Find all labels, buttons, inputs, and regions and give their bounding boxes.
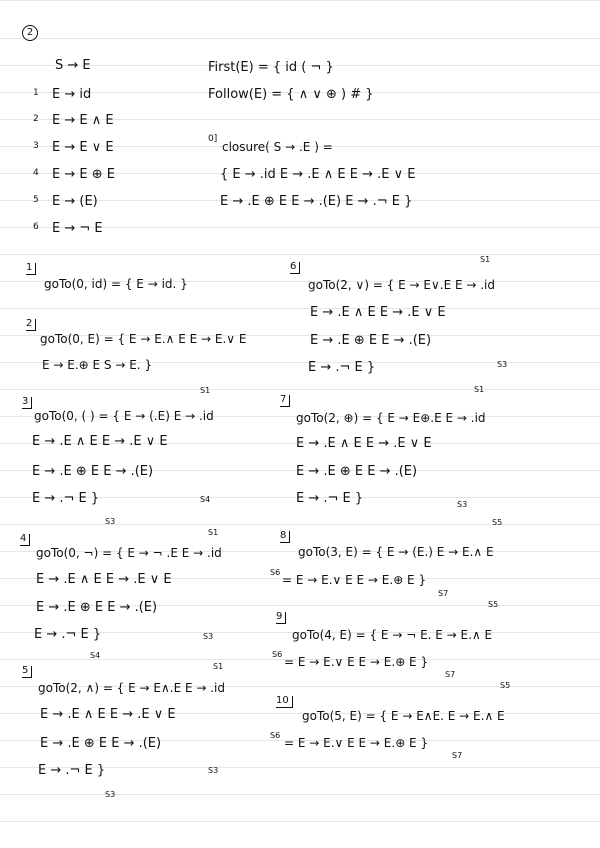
closure-line: { E → .id E → .E ∧ E E → .E ∨ E bbox=[220, 167, 416, 182]
goto-line: E → .¬ E } bbox=[38, 763, 106, 778]
start-production: S → E bbox=[55, 58, 91, 73]
state-marker: 5 bbox=[22, 666, 32, 678]
shift-annotation: S1 bbox=[208, 528, 219, 537]
production: E → id bbox=[52, 87, 92, 102]
state-marker: 2 bbox=[26, 319, 36, 331]
goto-line: E → .¬ E } bbox=[296, 491, 364, 506]
page-number: 2 bbox=[22, 25, 38, 41]
goto-line: E → .E ⊕ E E → .(E) bbox=[40, 736, 162, 751]
goto-line: E → .E ⊕ E E → .(E) bbox=[32, 464, 154, 479]
state-marker: 7 bbox=[280, 395, 290, 407]
shift-annotation: S3 bbox=[203, 632, 214, 641]
goto-line: E → .¬ E } bbox=[34, 627, 102, 642]
goto-line: goTo(0, E) = { E → E.∧ E E → E.∨ E bbox=[40, 332, 247, 346]
goto-line: goTo(3, E) = { E → (E.) E → E.∧ E bbox=[298, 545, 494, 559]
production: E → E ∨ E bbox=[52, 140, 114, 155]
shift-annotation: S1 bbox=[200, 386, 211, 395]
goto-line: E → .E ∧ E E → .E ∨ E bbox=[32, 434, 168, 449]
production: E → E ⊕ E bbox=[52, 167, 115, 182]
production-number: 4 bbox=[33, 168, 39, 178]
shift-annotation: S1 bbox=[474, 385, 485, 394]
state-marker: 6 bbox=[290, 262, 300, 274]
goto-line: E → .¬ E } bbox=[308, 360, 376, 375]
state-marker: 9 bbox=[276, 612, 286, 624]
shift-annotation: S6 bbox=[272, 650, 283, 659]
goto-line: E → .E ∧ E E → .E ∨ E bbox=[310, 305, 446, 320]
shift-annotation: S3 bbox=[457, 500, 468, 509]
goto-line: E → .E ∧ E E → .E ∨ E bbox=[36, 572, 172, 587]
goto-line: E → .E ∧ E E → .E ∨ E bbox=[40, 707, 176, 722]
closure-label: 0] bbox=[208, 134, 218, 144]
state-marker: 4 bbox=[20, 534, 30, 546]
state-marker: 1 bbox=[26, 263, 36, 275]
goto-line: goTo(4, E) = { E → ¬ E. E → E.∧ E bbox=[292, 628, 493, 642]
goto-line: goTo(2, ∨) = { E → E∨.E E → .id bbox=[308, 278, 496, 292]
shift-annotation: S3 bbox=[105, 517, 116, 526]
closure-header: closure( S → .E ) = bbox=[222, 140, 333, 154]
follow-set: Follow(E) = { ∧ ∨ ⊕ ) # } bbox=[208, 87, 374, 102]
closure-line: E → .E ⊕ E E → .(E) E → .¬ E } bbox=[220, 194, 413, 209]
shift-annotation: S4 bbox=[90, 651, 101, 660]
state-marker: 3 bbox=[22, 397, 32, 409]
production: E → ¬ E bbox=[52, 221, 103, 236]
production-number: 2 bbox=[33, 114, 39, 124]
shift-annotation: S6 bbox=[270, 568, 281, 577]
goto-line: = E → E.∨ E E → E.⊕ E } bbox=[284, 736, 429, 750]
shift-annotation: S5 bbox=[488, 600, 499, 609]
goto-line: E → .E ⊕ E E → .(E) bbox=[296, 464, 418, 479]
state-marker: 8 bbox=[280, 531, 290, 543]
goto-line: goTo(0, id) = { E → id. } bbox=[44, 277, 188, 291]
shift-annotation: S7 bbox=[452, 751, 463, 760]
goto-line: = E → E.∨ E E → E.⊕ E } bbox=[284, 655, 429, 669]
shift-annotation: S3 bbox=[105, 790, 116, 799]
goto-line: goTo(5, E) = { E → E∧E. E → E.∧ E bbox=[302, 709, 505, 723]
goto-line: goTo(0, ¬) = { E → ¬ .E E → .id bbox=[36, 546, 222, 560]
shift-annotation: S5 bbox=[500, 681, 511, 690]
shift-annotation: S3 bbox=[208, 766, 219, 775]
shift-annotation: S1 bbox=[480, 255, 491, 264]
goto-line: goTo(2, ⊕) = { E → E⊕.E E → .id bbox=[296, 411, 486, 425]
production-number: 6 bbox=[33, 222, 39, 232]
goto-line: goTo(2, ∧) = { E → E∧.E E → .id bbox=[38, 681, 226, 695]
goto-line: E → .E ∧ E E → .E ∨ E bbox=[296, 436, 432, 451]
goto-line: E → .E ⊕ E E → .(E) bbox=[310, 333, 432, 348]
shift-annotation: S7 bbox=[438, 589, 449, 598]
goto-line: = E → E.∨ E E → E.⊕ E } bbox=[282, 573, 427, 587]
goto-line: E → E.⊕ E S → E. } bbox=[42, 358, 153, 372]
state-marker: 10 bbox=[276, 696, 293, 708]
goto-line: E → .E ⊕ E E → .(E) bbox=[36, 600, 158, 615]
goto-line: E → .¬ E } bbox=[32, 491, 100, 506]
goto-line: goTo(0, ( ) = { E → (.E) E → .id bbox=[34, 409, 214, 423]
production: E → E ∧ E bbox=[52, 113, 114, 128]
shift-annotation: S3 bbox=[497, 360, 508, 369]
production-number: 5 bbox=[33, 195, 39, 205]
shift-annotation: S1 bbox=[213, 662, 224, 671]
production-number: 1 bbox=[33, 88, 39, 98]
shift-annotation: S7 bbox=[445, 670, 456, 679]
shift-annotation: S4 bbox=[200, 495, 211, 504]
shift-annotation: S6 bbox=[270, 731, 281, 740]
production: E → (E) bbox=[52, 194, 98, 209]
first-set: First(E) = { id ( ¬ } bbox=[208, 60, 334, 75]
shift-annotation: S5 bbox=[492, 518, 503, 527]
production-number: 3 bbox=[33, 141, 39, 151]
